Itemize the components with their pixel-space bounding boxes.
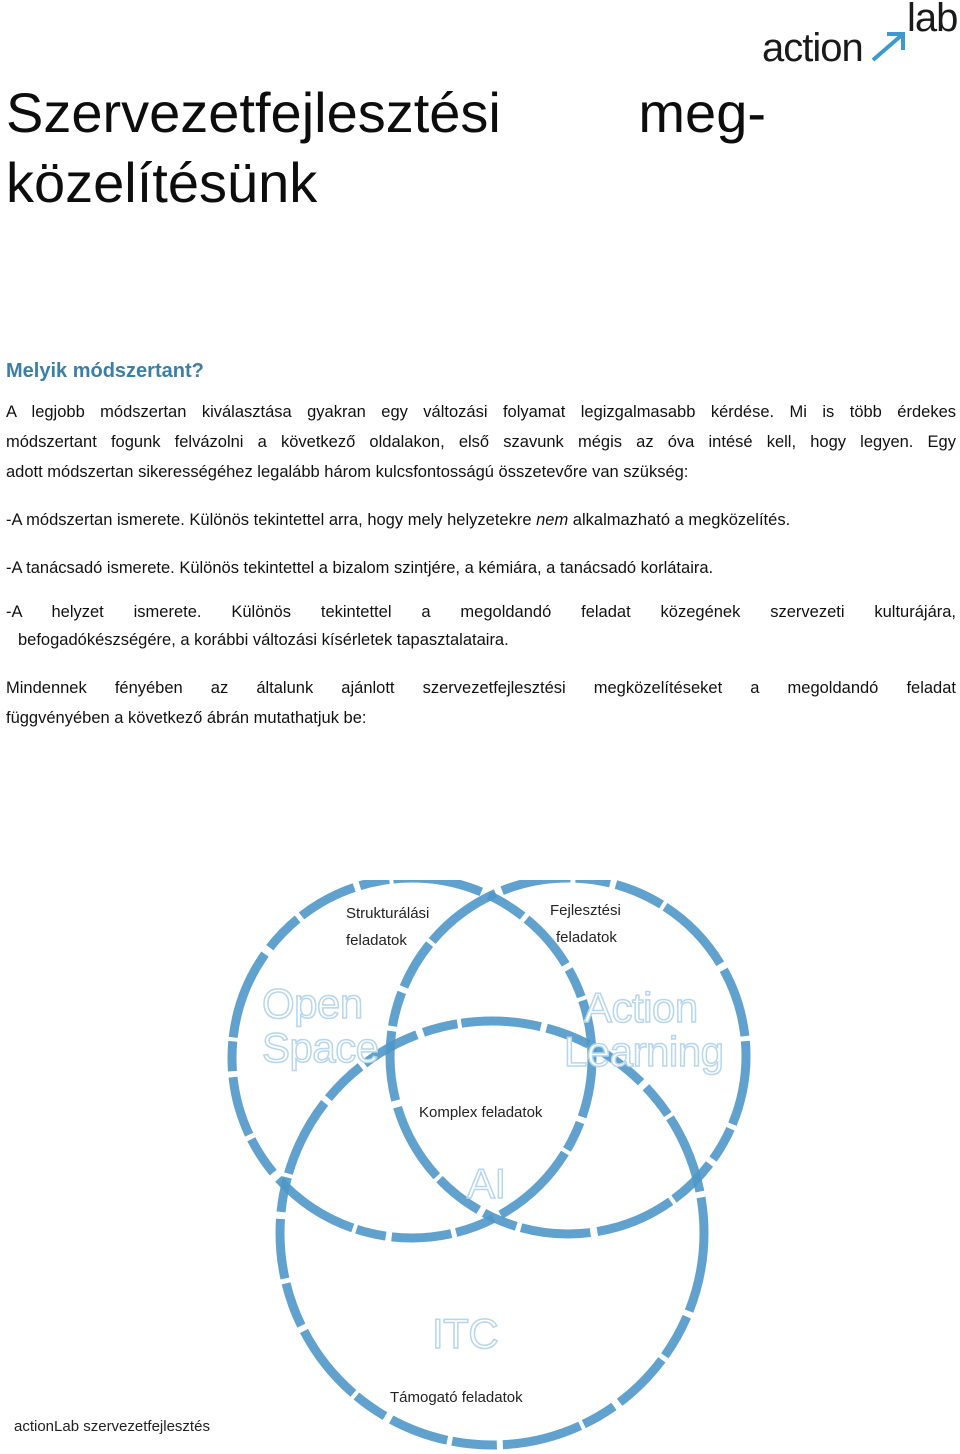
title-word-2: meg- [638, 81, 766, 144]
list-item-situation [6, 598, 956, 654]
label-open-space [262, 982, 379, 1070]
closing-line-2: függvényében a következő ábrán mutathatjuk be: [6, 709, 367, 727]
closing-paragraph [6, 673, 956, 733]
list-item-method-text-b: alkalmazható a megközelítés. [572, 511, 791, 529]
title-line-2: közelítésünk [6, 151, 318, 214]
action-learning-line-1: Action [584, 984, 698, 1031]
intro-line-1: A legjobb módszertan kiválasztása gyakran egy változási folyamat legizgalmasabb kérdése. Mi is több érdekes [6, 403, 956, 421]
list-item-method [6, 506, 956, 534]
label-structuring-line-1: Strukturálási [346, 905, 430, 922]
action-learning-line-2: Learning [564, 1028, 724, 1075]
label-complex-tasks: Komplex feladatok [419, 1104, 543, 1121]
actionlab-logo [762, 0, 958, 70]
intro-line-2: módszertant fogunk felvázolni a következő oldalakon, első szavunk mégis az óva intésé kell, hogy legyen. Egy [6, 433, 956, 451]
open-space-line-1: Open [262, 980, 363, 1027]
label-action-learning [564, 986, 723, 1074]
open-space-line-2: Space [262, 1024, 379, 1071]
label-development-line-1: Fejlesztési [550, 902, 621, 919]
list-item-situation-line-1: -A helyzet ismerete. Különös tekintettel a megoldandó feladat közegének szervezeti kulturájára, [6, 603, 956, 621]
intro-paragraph [6, 397, 956, 487]
page-footer: actionLab szervezetfejlesztés [14, 1418, 210, 1435]
title-line-1 [6, 78, 766, 148]
label-development [550, 897, 621, 951]
title-word-1: Szervezetfejlesztési [6, 81, 501, 144]
logo-word-lab: lab [907, 0, 958, 40]
logo-arrow-icon [865, 26, 913, 66]
label-structuring-line-2: feladatok [346, 932, 407, 949]
venn-circle-bottom [280, 1021, 704, 1445]
page-title [6, 78, 766, 218]
section-heading: Melyik módszertant? [6, 360, 204, 382]
logo-word-action: action [762, 26, 863, 70]
label-support-tasks: Támogató feladatok [390, 1389, 523, 1406]
closing-line-1: Mindennek fényében az általunk ajánlott szervezetfejlesztési megközelítéseket a megoldandó feladat [6, 679, 956, 697]
label-itc: ITC [432, 1310, 499, 1357]
list-item-method-emphasis: nem [536, 511, 569, 529]
label-structuring [346, 900, 429, 954]
list-item-consultant: -A tanácsadó ismerete. Különös tekintettel a bizalom szintjére, a kémiára, a tanácsadó korlátaira. [6, 559, 714, 577]
label-development-line-2: feladatok [556, 929, 617, 946]
list-item-method-text-a: -A módszertan ismerete. Különös tekintettel arra, hogy mely helyzetekre [6, 511, 532, 529]
intro-line-3: adott módszertan sikerességéhez legalább három kulcsfontosságú összetevőre van szükség: [6, 463, 689, 481]
list-item-situation-line-2: befogadókészségére, a korábbi változási kísérletek tapasztalataira. [18, 631, 509, 649]
label-ai: AI [467, 1160, 506, 1207]
venn-diagram [200, 880, 760, 1450]
